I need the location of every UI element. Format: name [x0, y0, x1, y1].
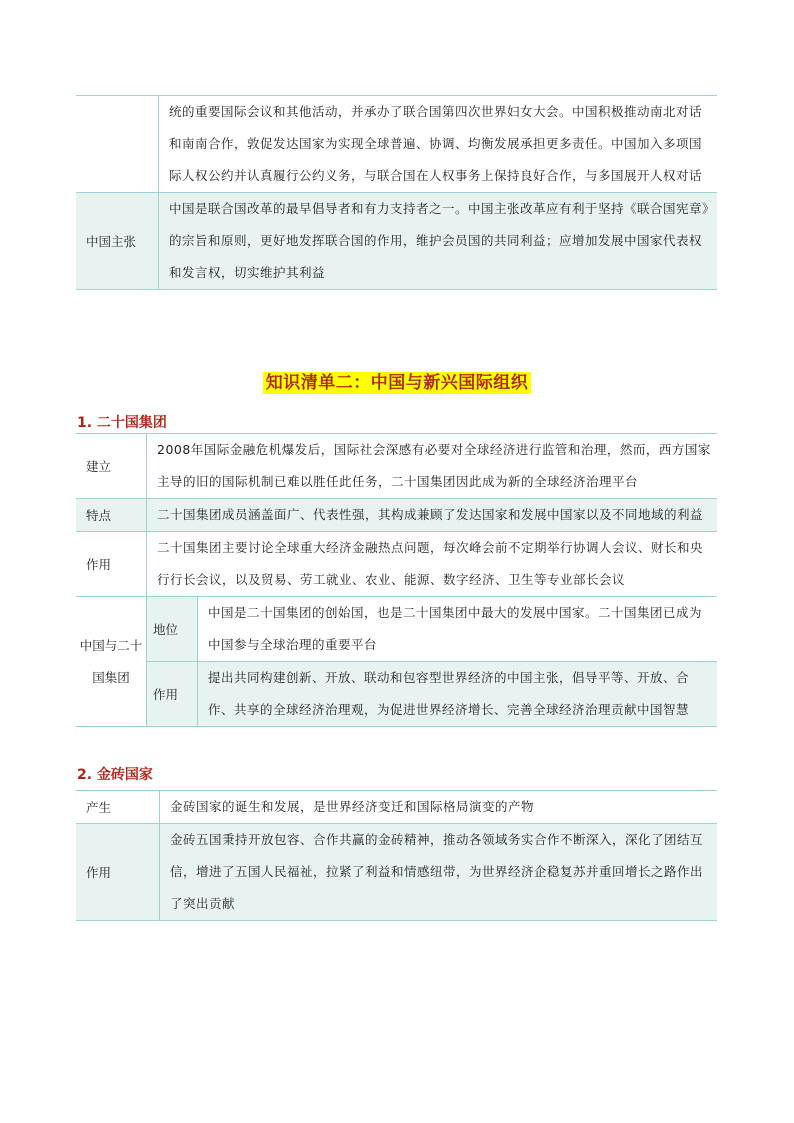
table-row	[76, 532, 717, 597]
un-continued-table	[76, 95, 717, 290]
china-g20-label: 中国与二十国集团	[76, 597, 147, 727]
brics-table	[76, 790, 717, 921]
row-text: 统的重要国际会议和其他活动，并承办了联合国第四次世界妇女大会。中国积极推动南北对话和南南合作，敦促发达国家为实现全球普遍、协调、均衡发展承担更多责任。中国加入多项国际人权公约并认真履行公约义务，与联合国在人权事务上保持良好合作，与多国展开人权对话	[169, 104, 703, 183]
table-row	[76, 597, 717, 662]
table-row	[76, 662, 717, 727]
sub-label: 作用	[147, 662, 198, 727]
row-text: 二十国集团成员涵盖面广、代表性强，其构成兼顾了发达国家和发展中国家以及不同地域的利益	[147, 499, 718, 532]
row-label: 作用	[76, 824, 160, 921]
g20-table	[76, 433, 717, 727]
row-label: 作用	[76, 532, 147, 597]
row-text: 提出共同构建创新、开放、联动和包容型世界经济的中国主张，倡导平等、开放、合作、共享的全球经济治理观，为促进世界经济增长、完善全球经济治理贡献中国智慧	[198, 662, 718, 727]
table-row	[76, 434, 717, 499]
row-text: 二十国集团主要讨论全球重大经济金融热点问题，每次峰会前不定期举行协调人会议、财长和央行行长会议，以及贸易、劳工就业、农业、能源、数字经济、卫生等专业部长会议	[147, 532, 718, 597]
table-row	[76, 96, 717, 193]
g20-heading: 1. 二十国集团	[77, 415, 167, 431]
sub-label: 地位	[147, 597, 198, 662]
row-text: 中国是二十国集团的创始国，也是二十国集团中最大的发展中国家。二十国集团已成为中国参与全球治理的重要平台	[198, 597, 718, 662]
row-label: 中国主张	[76, 193, 159, 290]
table-row	[76, 193, 717, 290]
row-text: 中国是联合国改革的最早倡导者和有力支持者之一。中国主张改革应有利于坚持《联合国宪章》的宗旨和原则，更好地发挥联合国的作用，维护会员国的共同利益；应增加发展中国家代表权和发言权，切实维护其利益	[159, 193, 718, 290]
row-text: 金砖五国秉持开放包容、合作共赢的金砖精神，推动各领域务实合作不断深入，深化了团结互信，增进了五国人民福祉，拉紧了利益和情感纽带，为世界经济企稳复苏并重回增长之路作出了突出贡献	[160, 824, 718, 921]
table-row	[76, 791, 717, 824]
section-title-text: 知识清单二：中国与新兴国际组织	[263, 372, 532, 394]
row-label: 建立	[76, 434, 147, 499]
row-label	[76, 96, 159, 193]
brics-heading: 2. 金砖国家	[77, 767, 153, 783]
row-label: 特点	[76, 499, 147, 532]
table-row	[76, 499, 717, 532]
table-row	[76, 824, 717, 921]
row-label: 产生	[76, 791, 160, 824]
row-text: 2008年国际金融危机爆发后，国际社会深感有必要对全球经济进行监管和治理，然而，西方国家主导的旧的国际机制已难以胜任此任务，二十国集团因此成为新的全球经济治理平台	[147, 434, 718, 499]
section-title	[0, 368, 794, 393]
row-text: 金砖国家的诞生和发展，是世界经济变迁和国际格局演变的产物	[170, 799, 535, 814]
